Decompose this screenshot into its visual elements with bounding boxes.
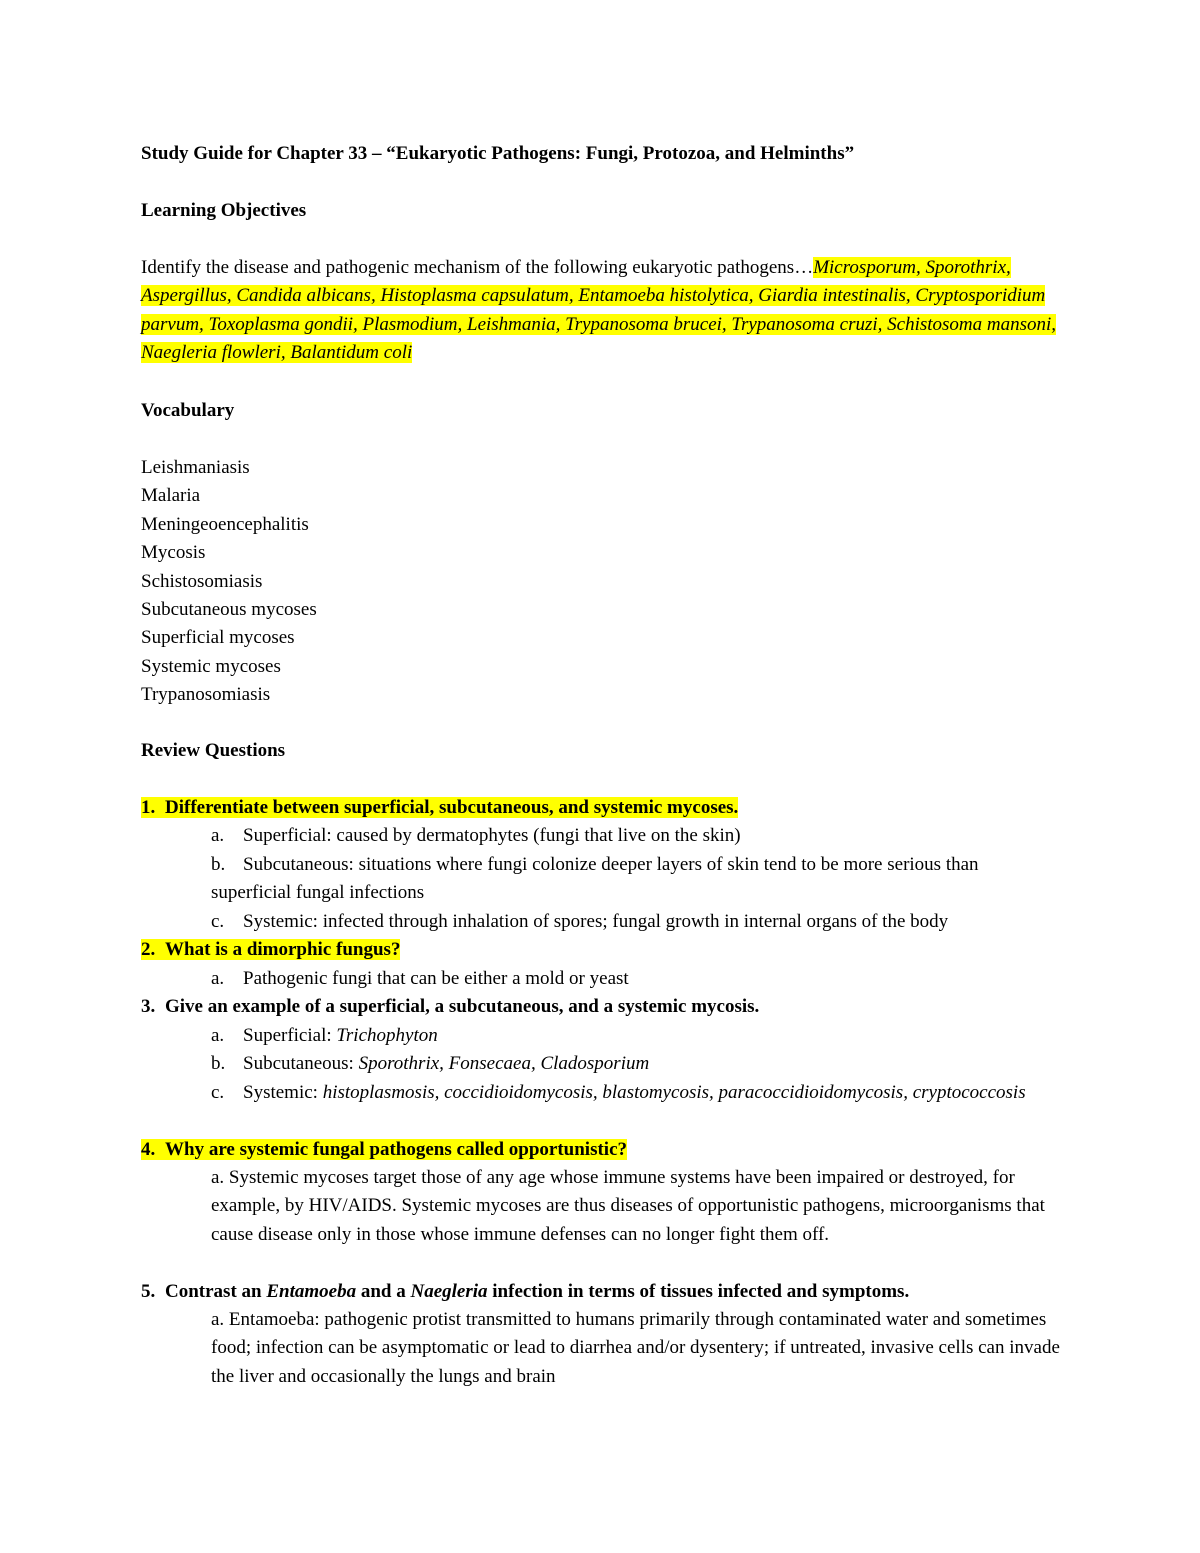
vocab-term: Systemic mycoses xyxy=(141,655,281,677)
answer-2a: a. Pathogenic fungi that can be either a mold or yeast xyxy=(211,968,629,989)
vocab-term: Superficial mycoses xyxy=(141,627,295,649)
answer-3a: a. Superficial: Trichophyton xyxy=(211,1025,438,1046)
answer-5a: a. Entamoeba: pathogenic protist transmitted to humans primarily through contaminated water and sometimes food; infection can be asymptomatic or lead to diarrhea and/or dysentery; if untreated, invasive cells can invade the liver and occasionally the lungs and brain xyxy=(211,1309,1060,1387)
review-heading: Review Questions xyxy=(141,740,286,761)
vocab-term: Malaria xyxy=(141,485,201,507)
vocab-term: Meningeoencephalitis xyxy=(141,513,309,535)
question-5: 5. Contrast an Entamoeba and a Naegleria infection in terms of tissues infected and symptoms. xyxy=(141,1278,909,1306)
question-text: What is a dimorphic fungus? xyxy=(165,939,401,960)
question-4 xyxy=(141,1136,627,1164)
answer-1a: a. Superficial: caused by dermatophytes (fungi that live on the skin) xyxy=(211,825,741,846)
vocab-term: Trypanosomiasis xyxy=(141,684,271,706)
answer-4a: a. Systemic mycoses target those of any age whose immune systems have been impaired or destroyed, for example, by HIV/AIDS. Systemic mycoses are thus diseases of opportunistic pathogens, microorganisms that cause disease only in those whose immune defenses can no longer fight them off. xyxy=(211,1167,1045,1245)
objectives-paragraph xyxy=(141,254,1061,368)
question-number: 4. xyxy=(141,1139,156,1160)
objectives-heading: Learning Objectives xyxy=(141,200,307,221)
page-title: Study Guide for Chapter 33 – “Eukaryotic Pathogens: Fungi, Protozoa, and Helminths” xyxy=(141,143,855,164)
vocab-term: Leishmaniasis xyxy=(141,457,250,478)
question-text: Differentiate between superficial, subcutaneous, and systemic mycoses. xyxy=(165,797,739,818)
pathogen-list: Microsporum, Sporothrix, Aspergillus, Candida albicans, Histoplasma capsulatum, Entamoeba histolytica, Giardia intestinalis, Cryptosporidium parvum, Toxoplasma gondii, Plasmodium, Leishmania, Trypanosoma brucei, Trypanosoma cruzi, Schistosoma mansoni, Naegleria flowleri, Balantidum coli xyxy=(141,257,1057,364)
vocab-term: Schistosomiasis xyxy=(141,570,263,592)
answer-1c: c. Systemic: infected through inhalation of spores; fungal growth in internal organs of the body xyxy=(211,911,949,932)
question-text: Why are systemic fungal pathogens called opportunistic? xyxy=(165,1139,628,1160)
objectives-intro: Identify the disease and pathogenic mechanism of the following eukaryotic pathogens… xyxy=(141,257,814,278)
term-entamoeba: Entamoeba xyxy=(266,1281,357,1302)
answer-3b: b. Subcutaneous: Sporothrix, Fonsecaea, Cladosporium xyxy=(211,1053,650,1074)
vocab-term: Mycosis xyxy=(141,542,206,564)
answer-3c: c. Systemic: histoplasmosis, coccidioidomycosis, blastomycosis, paracoccidioidomycosis, cryptococcosis xyxy=(211,1082,1026,1103)
question-1 xyxy=(141,794,738,822)
vocab-term: Subcutaneous mycoses xyxy=(141,598,317,620)
answer-1b: b. Subcutaneous: situations where fungi colonize deeper layers of skin tend to be more serious than superficial fungal infections xyxy=(211,854,979,904)
question-number: 5. xyxy=(141,1281,156,1302)
vocabulary-list xyxy=(141,454,317,710)
question-text: Give an example of a superficial, a subcutaneous, and a systemic mycosis. xyxy=(165,996,760,1017)
vocabulary-heading: Vocabulary xyxy=(141,400,235,421)
question-3 xyxy=(141,993,759,1021)
question-number: 1. xyxy=(141,797,156,818)
question-2 xyxy=(141,936,400,964)
question-number: 2. xyxy=(141,939,156,960)
question-number: 3. xyxy=(141,996,156,1017)
term-naegleria: Naegleria xyxy=(410,1281,488,1302)
